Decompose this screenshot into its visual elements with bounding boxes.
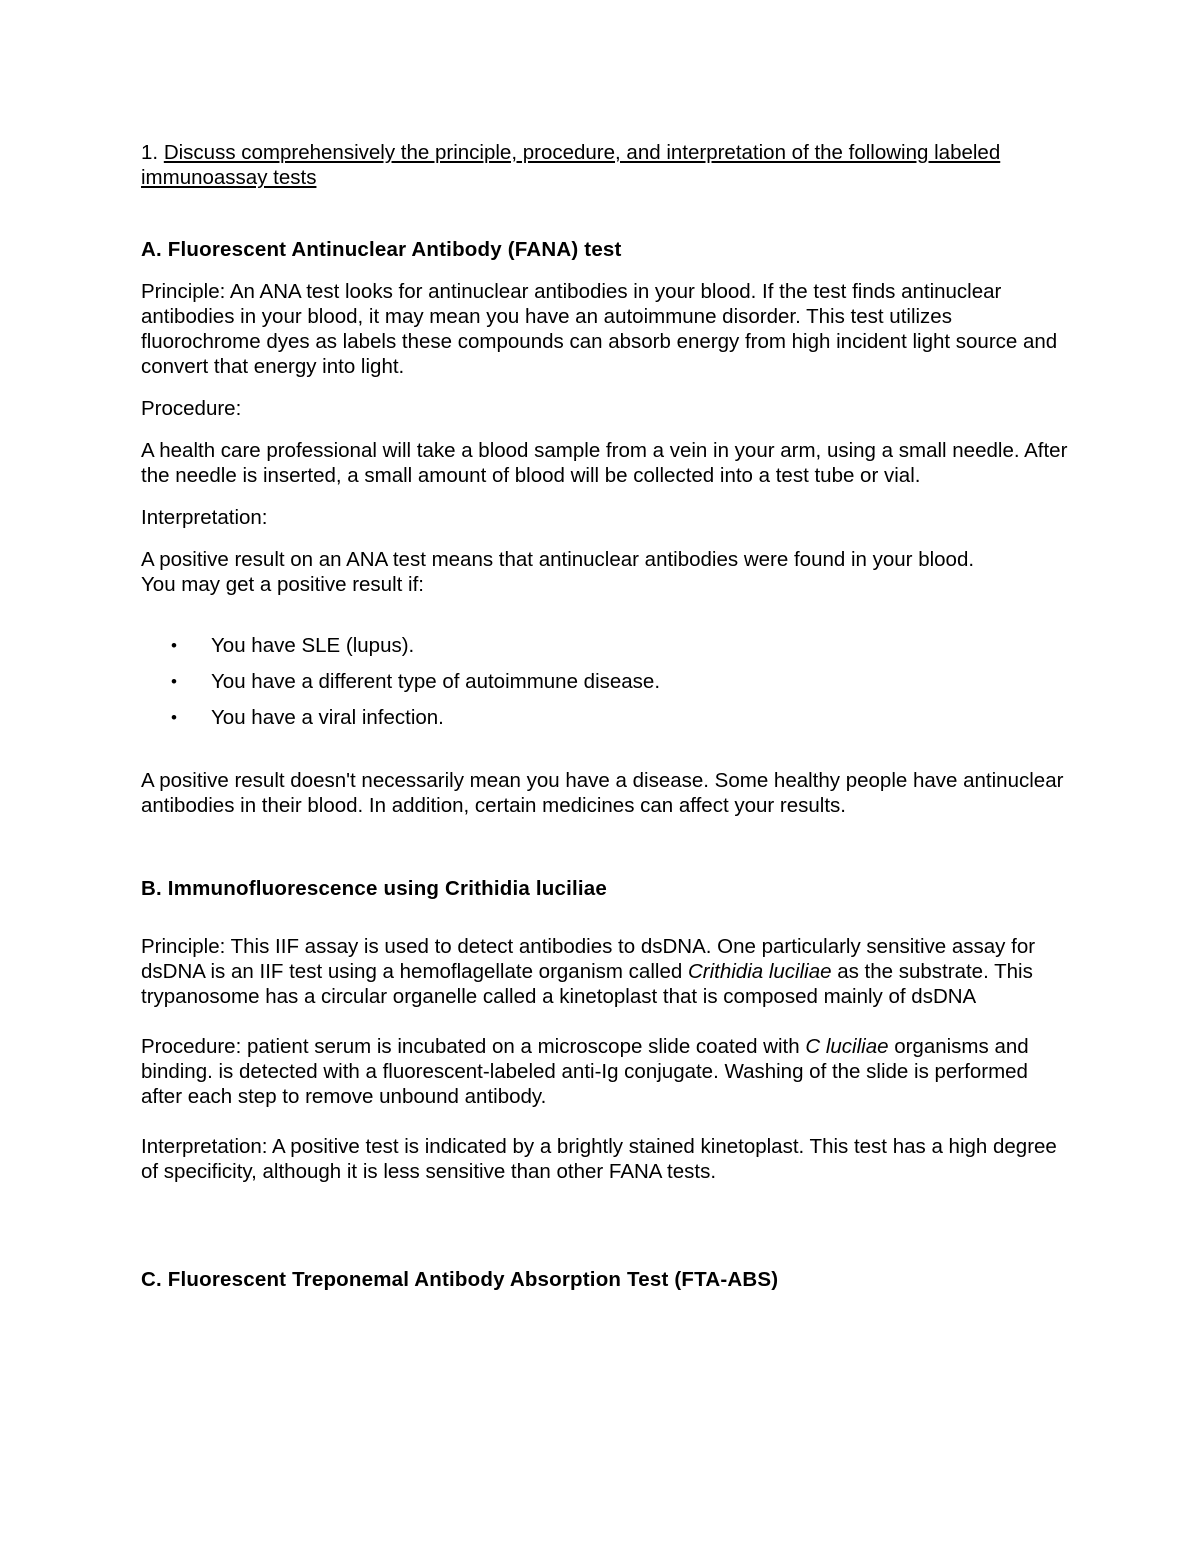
section-a-heading: A. Fluorescent Antinuclear Antibody (FANA) test — [141, 238, 622, 261]
section-a-interpretation — [141, 547, 1071, 597]
list-item-text: You have SLE (lupus). — [211, 634, 415, 657]
section-a-interpretation-label: Interpretation: — [141, 506, 268, 529]
list-item-text: You have a different type of autoimmune disease. — [211, 670, 661, 693]
bullet-icon: • — [171, 636, 177, 655]
interpretation-line-1: A positive result on an ANA test means that antinuclear antibodies were found in your blood. — [141, 548, 975, 571]
section-b-interpretation: Interpretation: A positive test is indicated by a brightly stained kinetoplast. This test has a high degree of specificity, although it is less sensitive than other FANA tests. — [141, 1135, 1057, 1183]
section-c-heading: C. Fluorescent Treponemal Antibody Absorption Test (FTA-ABS) — [141, 1268, 779, 1291]
section-a-procedure: A health care professional will take a blood sample from a vein in your arm, using a small needle. After the needle is inserted, a small amount of blood will be collected into a test tube or vial. — [141, 439, 1068, 487]
bullet-icon: • — [171, 672, 177, 691]
question-number: 1. — [141, 141, 159, 164]
section-b-procedure — [141, 1034, 1071, 1109]
bullet-icon: • — [171, 708, 177, 727]
list-item — [141, 669, 1071, 694]
question-text — [141, 140, 1071, 190]
procedure-text-b: organisms and binding. is detected with a fluorescent-labeled anti-Ig conjugate. Washing of the slide is performed after each step to remove unbound antibody. — [141, 1035, 1029, 1108]
interpretation-line-2: You may get a positive result if: — [141, 573, 424, 596]
section-a-note: A positive result doesn't necessarily mean you have a disease. Some healthy people have antinuclear antibodies in their blood. In addition, certain medicines can affect your results. — [141, 769, 1064, 817]
section-b-principle — [141, 934, 1071, 1009]
procedure-text-a: Procedure: patient serum is incubated on a microscope slide coated with — [141, 1035, 806, 1058]
document-page — [141, 140, 1071, 1292]
bullet-list — [141, 633, 1071, 730]
section-a-procedure-label: Procedure: — [141, 397, 242, 420]
list-item — [141, 633, 1071, 658]
question-prompt: Discuss comprehensively the principle, procedure, and interpretation of the following labeled immunoassay tests — [141, 141, 1001, 189]
organism-name: Crithidia luciliae — [687, 960, 832, 983]
list-item-text: You have a viral infection. — [211, 706, 444, 729]
principle-text-b: as the substrate. This trypanosome has a circular organelle called a kinetoplast that is composed mainly of dsDNA — [141, 960, 1033, 1008]
section-b-heading: B. Immunofluorescence using Crithidia luciliae — [141, 877, 607, 900]
principle-text-a: Principle: This IIF assay is used to detect antibodies to dsDNA. One particularly sensitive assay for dsDNA is an IIF test using a hemoflagellate organism called — [141, 935, 1036, 983]
list-item — [141, 705, 1071, 730]
organism-abbrev: C luciliae — [805, 1035, 889, 1058]
section-a-principle: Principle: An ANA test looks for antinuclear antibodies in your blood. If the test finds antinuclear antibodies in your blood, it may mean you have an autoimmune disorder. This test utilizes fluorochrome dyes as labels these compounds can absorb energy from high incident light source and convert that energy into light. — [141, 280, 1058, 378]
